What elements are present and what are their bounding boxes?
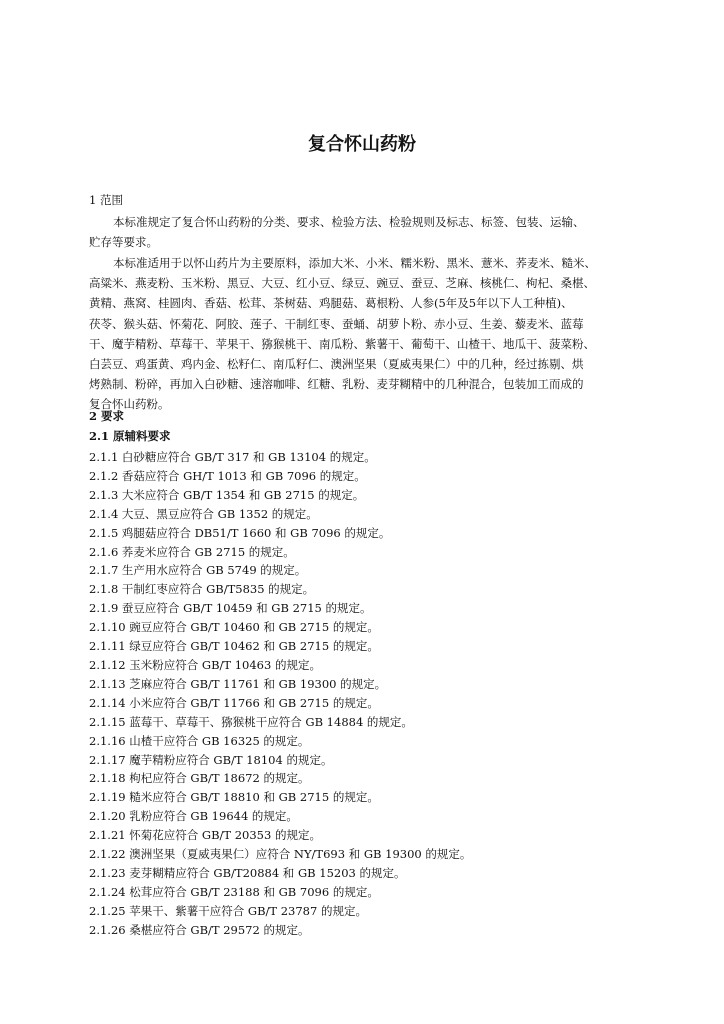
list-item: 2.1.10 豌豆应符合 GB/T 10460 和 GB 2715 的规定。 [89,620,379,635]
list-item: 2.1.9 蚕豆应符合 GB/T 10459 和 GB 2715 的规定。 [89,601,372,616]
list-item: 2.1.13 芝麻应符合 GB/T 11761 和 GB 19300 的规定。 [89,676,387,691]
section-2-1-heading: 2.1 原辅料要求 [89,429,171,443]
paragraph-line: 干、魔芋精粉、草莓干、苹果干、猕猴桃干、南瓜粉、紫薯干、葡萄干、山楂干、地瓜干、菠菜粉、 [89,336,595,351]
list-item: 2.1.14 小米应符合 GB/T 11766 和 GB 2715 的规定。 [89,695,379,710]
list-item: 2.1.23 麦芽糊精应符合 GB/T20884 和 GB 15203 的规定。 [89,865,406,880]
scope-paragraph-2 [89,253,649,415]
paragraph-line: 高粱米、燕麦粉、玉米粉、黑豆、大豆、红小豆、绿豆、豌豆、蚕豆、芝麻、核桃仁、枸杞、桑椹、 [89,276,595,291]
paragraph-line: 烤熟制、粉碎，再加入白砂糖、速溶咖啡、红糖、乳粉、麦芽糊精中的几种混合，包装加工而成的 [89,377,584,392]
list-item: 2.1.20 乳粉应符合 GB 19644 的规定。 [89,809,298,824]
list-item: 2.1.21 怀菊花应符合 GB/T 20353 的规定。 [89,828,321,843]
list-item: 2.1.16 山楂干应符合 GB 16325 的规定。 [89,733,310,748]
section-1-heading: 1 范围 [89,193,123,207]
paragraph-line: 贮存等要求。 [89,235,158,250]
list-item: 2.1.19 糙米应符合 GB/T 18810 和 GB 2715 的规定。 [89,790,379,805]
list-item: 2.1.4 大豆、黑豆应符合 GB 1352 的规定。 [89,506,318,521]
list-item: 2.1.11 绿豆应符合 GB/T 10462 和 GB 2715 的规定。 [89,639,379,654]
requirements-list [89,448,689,940]
list-item: 2.1.22 澳洲坚果（夏威夷果仁）应符合 NY/T693 和 GB 19300 的规定。 [89,847,472,862]
list-item: 2.1.15 蓝莓干、草莓干、猕猴桃干应符合 GB 14884 的规定。 [89,714,413,729]
section-2-heading: 2 要求 [89,409,125,423]
list-item: 2.1.6 荞麦米应符合 GB 2715 的规定。 [89,544,295,559]
list-item: 2.1.12 玉米粉应符合 GB/T 10463 的规定。 [89,657,321,672]
list-item: 2.1.8 干制红枣应符合 GB/T5835 的规定。 [89,582,315,597]
paragraph-line: 本标准规定了复合怀山药粉的分类、要求、检验方法、检验规则及标志、标签、包装、运输、 [113,215,585,229]
paragraph-line: 白芸豆、鸡蛋黄、鸡内金、松籽仁、南瓜籽仁、澳洲坚果（夏威夷果仁）中的几种，经过拣剔、烘 [89,357,584,372]
list-item: 2.1.2 香菇应符合 GH/T 1013 和 GB 7096 的规定。 [89,468,366,483]
list-item: 2.1.26 桑椹应符合 GB/T 29572 的规定。 [89,922,310,937]
paragraph-line: 本标准适用于以怀山药片为主要原料，添加大米、小米、糯米粉、黑米、薏米、荞麦米、糙米、 [113,256,596,270]
list-item: 2.1.7 生产用水应符合 GB 5749 的规定。 [89,563,307,578]
list-item: 2.1.24 松茸应符合 GB/T 23188 和 GB 7096 的规定。 [89,884,379,899]
paragraph-line: 黄精、燕窝、桂圆肉、香菇、松茸、茶树菇、鸡腿菇、葛根粉、人参(5年及5年以下人工种植)、 [89,296,573,311]
list-item: 2.1.3 大米应符合 GB/T 1354 和 GB 2715 的规定。 [89,487,365,502]
document-title: 复合怀山药粉 [308,134,416,155]
scope-paragraph-1 [89,212,649,252]
list-item: 2.1.1 白砂糖应符合 GB/T 317 和 GB 13104 的规定。 [89,450,376,464]
paragraph-line: 茯苓、猴头菇、怀菊花、阿胶、莲子、干制红枣、蚕蛹、胡萝卜粉、赤小豆、生姜、藜麦米、蓝莓 [89,316,584,331]
list-item: 2.1.25 苹果干、紫薯干应符合 GB/T 23787 的规定。 [89,903,367,918]
list-item: 2.1.17 魔芋精粉应符合 GB/T 18104 的规定。 [89,752,333,767]
list-item: 2.1.5 鸡腿菇应符合 DB51/T 1660 和 GB 7096 的规定。 [89,525,391,540]
paragraph-line: 复合怀山药粉。 [89,397,170,412]
list-item: 2.1.18 枸杞应符合 GB/T 18672 的规定。 [89,771,310,786]
